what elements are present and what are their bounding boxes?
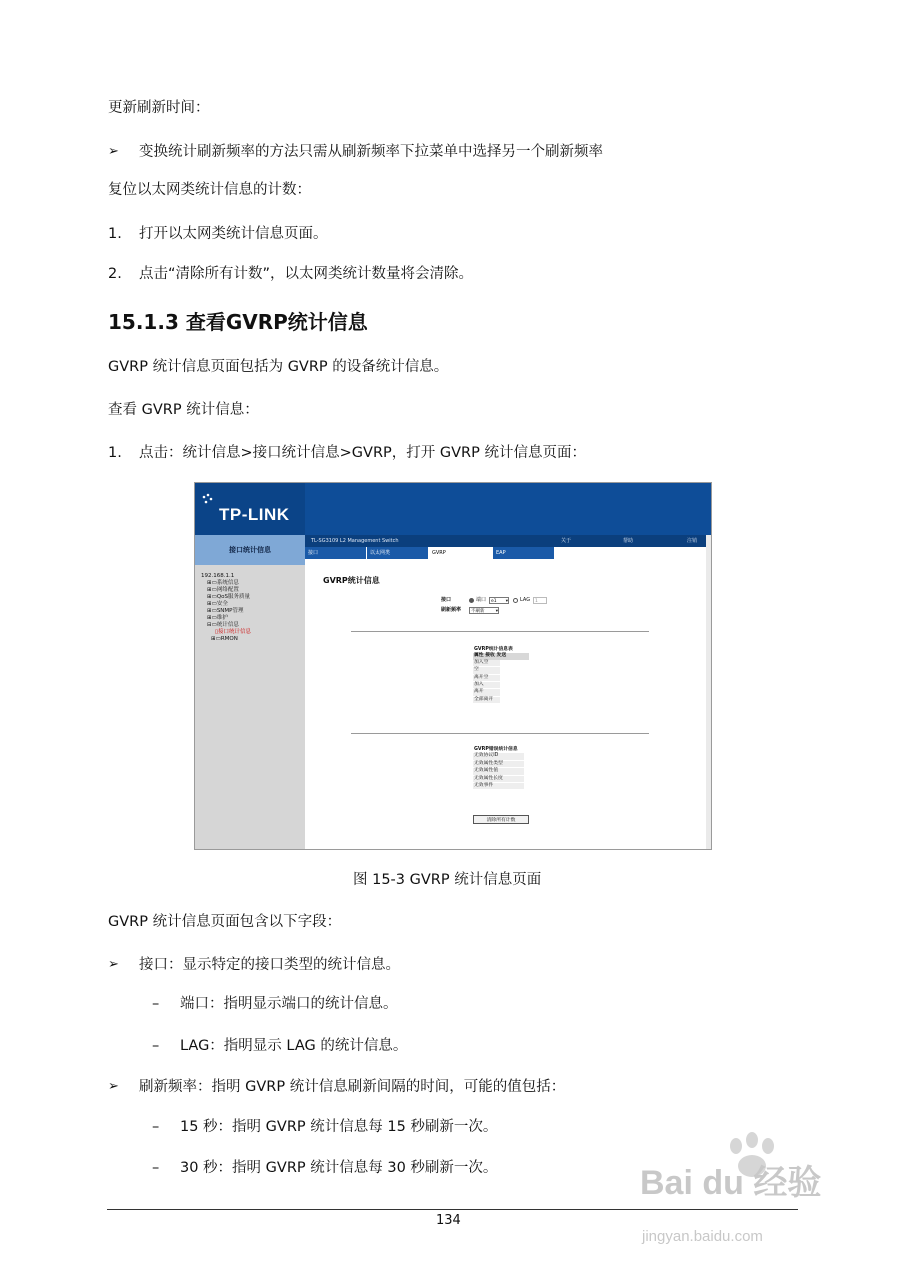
lag-dash: LAG：指明显示 LAG 的统计信息。 [180, 1038, 408, 1054]
table-row: 离开空 [473, 675, 500, 681]
clear-all-counters-button[interactable]: 清除所有计数 [473, 815, 529, 824]
divider [351, 631, 649, 632]
table-row: 无效属性长度 [473, 776, 524, 782]
port-dash: 端口：指明显示端口的统计信息。 [180, 996, 398, 1012]
lag-radio-label: LAG [520, 597, 531, 603]
port-select[interactable]: e1 ▾ [491, 599, 508, 604]
step1-click: 点击：统计信息>接口统计信息>GVRP，打开 GVRP 统计信息页面： [139, 445, 586, 461]
top-bar [305, 535, 711, 547]
sec15-dash: 15 秒：指明 GVRP 统计信息每 15 秒刷新一次。 [180, 1119, 498, 1135]
section-title: 15.1.3 查看GVRP统计信息 [108, 310, 368, 334]
port-radio-label: 端口 [476, 597, 487, 603]
tp-link-logo: TP-LINK [219, 505, 290, 524]
tree-interface-stats[interactable]: ▯接口统计信息 [215, 629, 252, 635]
bullet-change-rate: 变换统计刷新频率的方法只需从刷新频率下拉菜单中选择另一个刷新频率 [139, 144, 603, 160]
bullet-icon: ➢ [108, 1079, 119, 1094]
tree-qos[interactable]: ⊞▭QoS服务质量 [207, 594, 250, 600]
nav-tree [201, 573, 251, 643]
tree-snmp[interactable]: ⊞▭SNMP管理 [207, 608, 244, 614]
bullet-icon: ➢ [108, 144, 119, 159]
table-row: 无效事件 [473, 783, 524, 789]
lag-radio[interactable] [513, 598, 518, 603]
tree-security[interactable]: ⊞▭安全 [207, 601, 228, 607]
bullet-icon: ➢ [108, 957, 119, 972]
refresh-select[interactable]: 不刷新 ▾ [471, 609, 498, 614]
page-number: 134 [436, 1213, 461, 1228]
table-row: 无效属性值 [473, 768, 524, 774]
content-title: GVRP统计信息 [323, 576, 380, 585]
step2-clear: 点击“清除所有计数”，以太网类统计数量将会清除。 [139, 266, 474, 282]
table-row: 空 [473, 667, 500, 673]
tab-ethernet[interactable]: 以太网类 [367, 547, 429, 559]
table-row: 无效属性类型 [473, 761, 524, 767]
table-row: 离开 [473, 689, 500, 695]
table1-header: 属性 接收 发送 [473, 653, 529, 659]
tab-gvrp[interactable]: GVRP [429, 547, 493, 559]
topbar-help[interactable]: 帮助 [623, 538, 634, 544]
dash-icon: – [152, 1038, 160, 1054]
update-time-heading: 更新刷新时间： [108, 100, 210, 116]
scrollbar[interactable] [706, 535, 711, 849]
tree-maintenance[interactable]: ⊞▭维护 [207, 615, 228, 621]
tree-rmon[interactable]: ⊞▭RMON [211, 636, 238, 642]
topbar-title: TL-SG3109 L2 Management Switch [311, 538, 399, 544]
chevron-down-icon: ▾ [495, 609, 498, 614]
dash-icon: – [152, 1160, 160, 1176]
sec30-dash: 30 秒：指明 GVRP 统计信息每 30 秒刷新一次。 [180, 1160, 498, 1176]
port-radio[interactable] [469, 598, 474, 603]
banner [195, 483, 711, 535]
step-number-1b: 1. [108, 445, 122, 461]
content-area [305, 559, 711, 849]
reset-heading: 复位以太网类统计信息的计数： [108, 182, 311, 198]
view-heading: 查看 GVRP 统计信息： [108, 402, 259, 418]
tree-statistics[interactable]: ⊟▭统计信息 [207, 622, 239, 628]
tree-root[interactable]: 192.168.1.1 [201, 573, 235, 579]
tree-system-info[interactable]: ⊞▭系统信息 [207, 580, 239, 586]
logo-dots-icon [201, 493, 215, 507]
baidu-watermark-url: jingyan.baidu.com [642, 1228, 763, 1245]
refresh-bullet: 刷新频率：指明 GVRP 统计信息刷新间隔的时间，可能的值包括： [139, 1079, 566, 1095]
tab-interface[interactable]: 接口 [305, 547, 367, 559]
step-number-1: 1. [108, 226, 122, 242]
step-number-2: 2. [108, 266, 122, 282]
chevron-down-icon: ▾ [505, 599, 508, 604]
gvrp-error-table [473, 747, 529, 790]
interface-label: 接口 [441, 597, 452, 603]
table-row: 加入空 [473, 660, 500, 666]
gvrp-stats-table [473, 647, 529, 704]
step1-open: 打开以太网类统计信息页面。 [139, 226, 328, 242]
dash-icon: – [152, 1119, 160, 1135]
table2-title: GVRP错误统计信息 [474, 747, 518, 752]
tab-bar [305, 547, 711, 559]
table1-title: GVRP统计信息表 [474, 647, 513, 652]
figure-caption: 图 15-3 GVRP 统计信息页面 [353, 872, 542, 888]
refresh-label: 刷新频率 [441, 607, 462, 613]
left-title: 接口统计信息 [195, 535, 305, 565]
topbar-about[interactable]: 关于 [561, 538, 572, 544]
intro-text: GVRP 统计信息页面包括为 GVRP 的设备统计信息。 [108, 359, 449, 375]
table-row: 无效协议ID [473, 753, 524, 759]
fields-intro: GVRP 统计信息页面包含以下字段： [108, 914, 342, 930]
dash-icon: – [152, 996, 160, 1012]
baidu-watermark: Bai du 经验 [640, 1164, 822, 1202]
tree-network-config[interactable]: ⊞▭网络配置 [207, 587, 239, 593]
table-row: 全部离开 [473, 697, 500, 703]
divider [351, 733, 649, 734]
footer-rule [107, 1209, 798, 1210]
tab-eap[interactable]: EAP [493, 547, 555, 559]
lag-select[interactable]: 1 [533, 597, 547, 604]
interface-bullet: 接口：显示特定的接口类型的统计信息。 [139, 957, 400, 973]
topbar-logout[interactable]: 注销 [687, 538, 698, 544]
gvrp-screenshot [194, 482, 712, 850]
table-row: 加入 [473, 682, 500, 688]
